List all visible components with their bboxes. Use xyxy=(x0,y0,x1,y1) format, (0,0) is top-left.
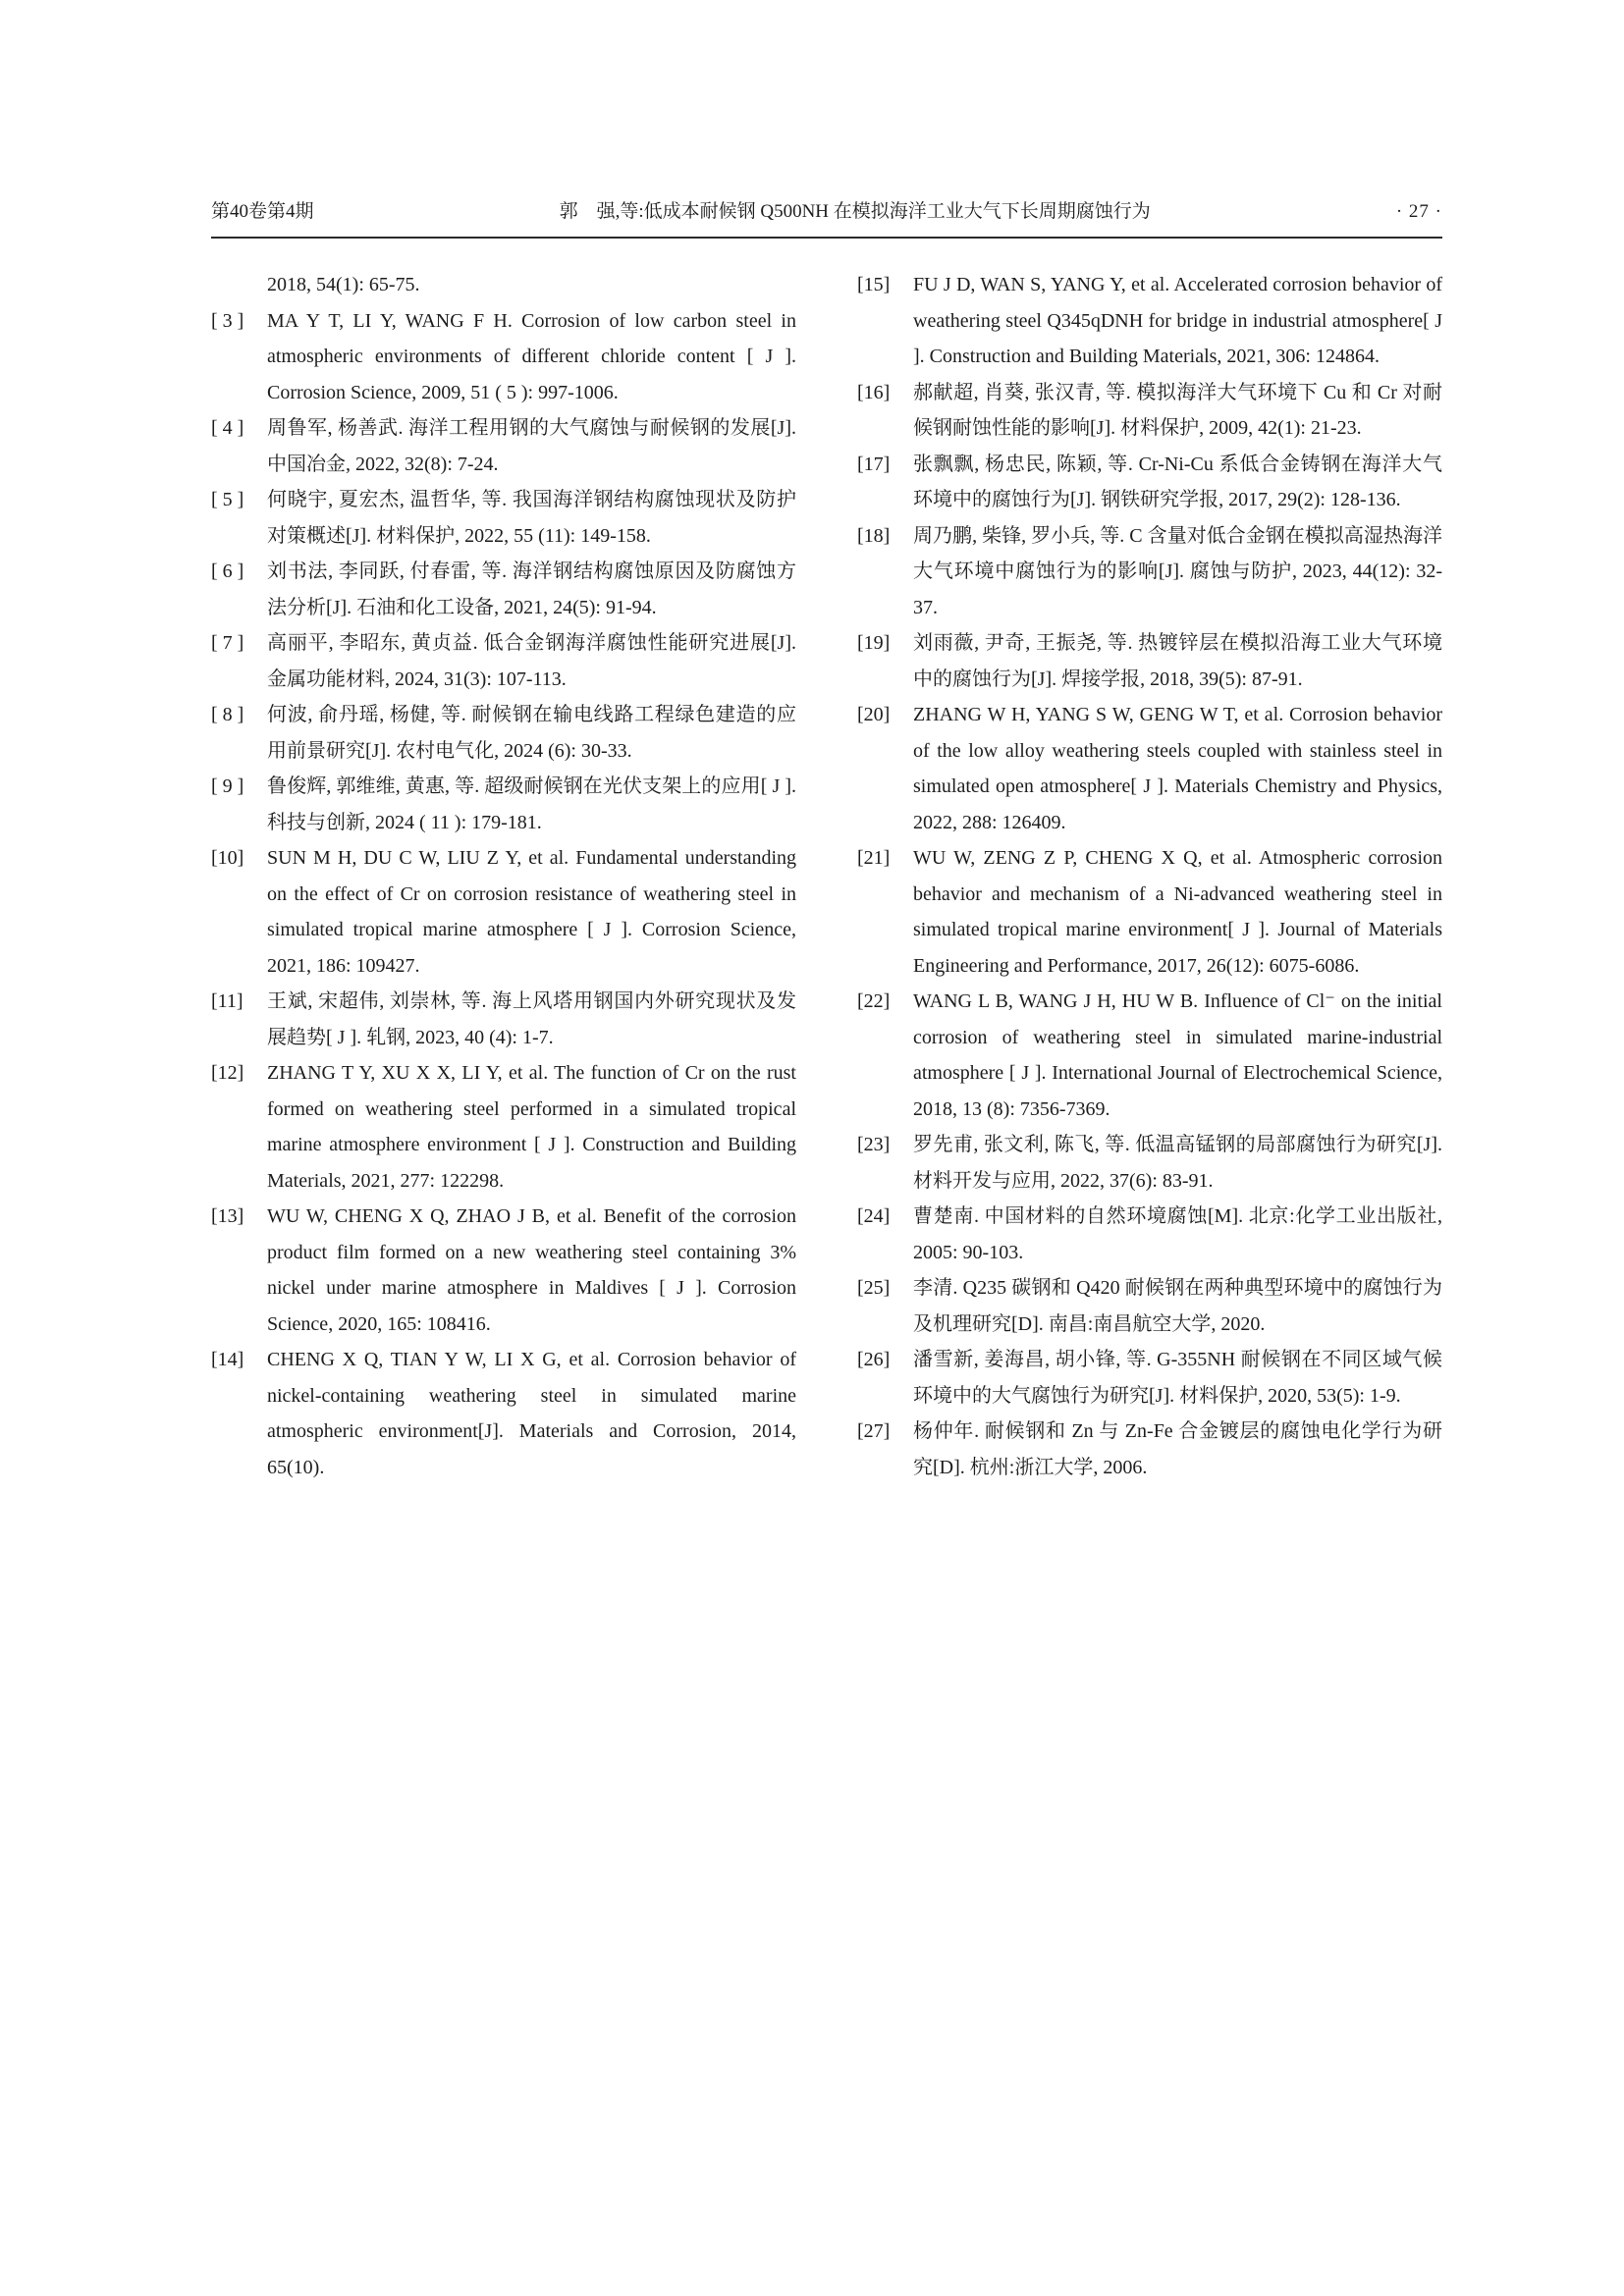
reference-item xyxy=(211,410,796,482)
reference-item xyxy=(211,984,796,1055)
reference-item xyxy=(857,1199,1442,1270)
reference-text: FU J D, WAN S, YANG Y, et al. Accelerated corrosion behavior of weathering steel Q345qDNH for bridge in industrial atmosphere[ J ]. Construction and Building Materials, 2021, 306: 124864. xyxy=(913,274,1442,367)
reference-item xyxy=(857,840,1442,984)
reference-text: WU W, ZENG Z P, CHENG X Q, et al. Atmospheric corrosion behavior and mechanism of a Ni-advanced weathering steel in simulated tropical marine environment[ J ]. Journal of Materials Engineering and Performance, 2017, 26(12): 6075-6086. xyxy=(913,847,1442,977)
reference-item xyxy=(211,267,796,303)
reference-label: [18] xyxy=(857,524,891,547)
reference-label: [14] xyxy=(211,1349,244,1370)
reference-text: 王斌, 宋超伟, 刘崇林, 等. 海上风塔用钢国内外研究现状及发展趋势[ J ]. 轧钢, 2023, 40 (4): 1-7. xyxy=(267,990,796,1048)
page-number: · 27 · xyxy=(1395,201,1442,222)
reference-label: [27] xyxy=(857,1420,891,1442)
reference-label: [ 9 ] xyxy=(211,775,244,797)
reference-item xyxy=(211,482,796,554)
reference-label: [11] xyxy=(211,990,244,1012)
reference-label: [ 6 ] xyxy=(211,561,244,582)
reference-text: 2018, 54(1): 65-75. xyxy=(267,274,420,295)
reference-text: 曹楚南. 中国材料的自然环境腐蚀[M]. 北京:化学工业出版社, 2005: 90-103. xyxy=(913,1205,1442,1263)
reference-label: [26] xyxy=(857,1349,891,1370)
reference-text: 周乃鹏, 柴锋, 罗小兵, 等. C 含量对低合金钢在模拟高湿热海洋大气环境中腐蚀行为的影响[J]. 腐蚀与防护, 2023, 44(12): 32-37. xyxy=(913,524,1442,618)
reference-text: WANG L B, WANG J H, HU W B. Influence of Cl⁻ on the initial corrosion of weathering steel in simulated marine-industrial atmosphere [ J ]. International Journal of Electrochemical Science, 2018, 13 (8): 7356-7369. xyxy=(913,990,1442,1120)
reference-text: CHENG X Q, TIAN Y W, LI X G, et al. Corrosion behavior of nickel-containing weathering steel in simulated marine atmospheric environment[J]. Materials and Corrosion, 2014, 65(10). xyxy=(267,1349,796,1478)
reference-label: [24] xyxy=(857,1205,891,1227)
reference-label: [22] xyxy=(857,990,891,1012)
reference-item xyxy=(211,554,796,625)
reference-item xyxy=(857,1414,1442,1485)
reference-label: [15] xyxy=(857,274,891,295)
references-column-right xyxy=(857,267,1442,1485)
references-column-left xyxy=(211,267,796,1485)
reference-text: SUN M H, DU C W, LIU Z Y, et al. Fundamental understanding on the effect of Cr on corrosion resistance of weathering steel in simulated tropical marine atmosphere [ J ]. Corrosion Science, 2021, 186: 109427. xyxy=(267,847,796,977)
reference-text: 罗先甫, 张文利, 陈飞, 等. 低温高锰钢的局部腐蚀行为研究[J]. 材料开发与应用, 2022, 37(6): 83-91. xyxy=(913,1134,1442,1192)
reference-item xyxy=(211,303,796,411)
reference-item xyxy=(857,697,1442,840)
reference-label: [12] xyxy=(211,1062,244,1084)
reference-label: [21] xyxy=(857,847,891,869)
reference-item xyxy=(211,769,796,840)
reference-item xyxy=(211,1199,796,1342)
reference-item xyxy=(857,625,1442,697)
reference-item xyxy=(211,1342,796,1485)
reference-label: [13] xyxy=(211,1205,244,1227)
reference-label: [10] xyxy=(211,847,244,869)
reference-label: [20] xyxy=(857,704,891,725)
reference-text: 李清. Q235 碳钢和 Q420 耐候钢在两种典型环境中的腐蚀行为及机理研究[D]. 南昌:南昌航空大学, 2020. xyxy=(913,1277,1442,1335)
reference-text: 杨仲年. 耐候钢和 Zn 与 Zn-Fe 合金镀层的腐蚀电化学行为研究[D]. 杭州:浙江大学, 2006. xyxy=(913,1420,1442,1478)
reference-label: [ 7 ] xyxy=(211,632,244,654)
references-section xyxy=(211,267,1442,1485)
reference-text: 周鲁军, 杨善武. 海洋工程用钢的大气腐蚀与耐候钢的发展[J]. 中国冶金, 2022, 32(8): 7-24. xyxy=(267,417,796,475)
reference-label: [23] xyxy=(857,1134,891,1155)
reference-text: MA Y T, LI Y, WANG F H. Corrosion of low carbon steel in atmospheric environments of different chloride content [ J ]. Corrosion Science, 2009, 51 ( 5 ): 997-1006. xyxy=(267,309,796,403)
reference-text: 刘书法, 李同跃, 付春雷, 等. 海洋钢结构腐蚀原因及防腐蚀方法分析[J]. 石油和化工设备, 2021, 24(5): 91-94. xyxy=(267,561,796,618)
reference-text: 郝献超, 肖葵, 张汉青, 等. 模拟海洋大气环境下 Cu 和 Cr 对耐候钢耐蚀性能的影响[J]. 材料保护, 2009, 42(1): 21-23. xyxy=(913,381,1442,439)
reference-text: WU W, CHENG X Q, ZHAO J B, et al. Benefit of the corrosion product film formed on a new weathering steel containing 3% nickel under marine atmosphere in Maldives [ J ]. Corrosion Science, 2020, 165: 108416. xyxy=(267,1205,796,1335)
reference-text: 鲁俊辉, 郭维维, 黄惠, 等. 超级耐候钢在光伏支架上的应用[ J ]. 科技与创新, 2024 ( 11 ): 179-181. xyxy=(267,775,796,833)
volume-issue: 第40卷第4期 xyxy=(211,201,314,222)
reference-item xyxy=(211,840,796,984)
reference-item xyxy=(857,1270,1442,1342)
reference-item xyxy=(857,447,1442,518)
reference-item xyxy=(857,1342,1442,1414)
reference-label: [16] xyxy=(857,381,891,403)
reference-label: [19] xyxy=(857,632,891,654)
reference-label: [ 5 ] xyxy=(211,489,244,510)
reference-label: [ 4 ] xyxy=(211,417,244,439)
reference-item xyxy=(211,1055,796,1199)
reference-item xyxy=(211,697,796,769)
reference-item xyxy=(857,518,1442,626)
running-title: 郭 强,等:低成本耐候钢 Q500NH 在模拟海洋工业大气下长周期腐蚀行为 xyxy=(559,201,1151,222)
reference-text: 何晓宇, 夏宏杰, 温哲华, 等. 我国海洋钢结构腐蚀现状及防护对策概述[J]. 材料保护, 2022, 55 (11): 149-158. xyxy=(267,489,796,547)
reference-item xyxy=(857,984,1442,1127)
reference-label: [25] xyxy=(857,1277,891,1299)
reference-label: [ 3 ] xyxy=(211,309,244,332)
reference-item xyxy=(857,267,1442,375)
reference-text: 刘雨薇, 尹奇, 王振尧, 等. 热镀锌层在模拟沿海工业大气环境中的腐蚀行为[J]. 焊接学报, 2018, 39(5): 87-91. xyxy=(913,632,1442,690)
reference-item xyxy=(211,625,796,697)
reference-text: 张飘飘, 杨忠民, 陈颖, 等. Cr-Ni-Cu 系低合金铸钢在海洋大气环境中的腐蚀行为[J]. 钢铁研究学报, 2017, 29(2): 128-136. xyxy=(913,453,1442,510)
reference-label: [ 8 ] xyxy=(211,704,244,725)
reference-text: 何波, 俞丹瑶, 杨健, 等. 耐候钢在输电线路工程绿色建造的应用前景研究[J]. 农村电气化, 2024 (6): 30-33. xyxy=(267,704,796,762)
header-rule xyxy=(211,237,1442,239)
reference-label: [17] xyxy=(857,453,891,475)
reference-text: 潘雪新, 姜海昌, 胡小锋, 等. G-355NH 耐候钢在不同区域气候环境中的大气腐蚀行为研究[J]. 材料保护, 2020, 53(5): 1-9. xyxy=(913,1349,1442,1407)
reference-text: ZHANG T Y, XU X X, LI Y, et al. The function of Cr on the rust formed on weathering steel performed in a simulated tropical marine atmosphere environment [ J ]. Construction and Building Materials, 2021, 277: 122298. xyxy=(267,1062,796,1192)
page-header xyxy=(211,196,1442,223)
reference-text: ZHANG W H, YANG S W, GENG W T, et al. Corrosion behavior of the low alloy weathering steels coupled with stainless steel in simulated open atmosphere[ J ]. Materials Chemistry and Physics, 2022, 288: 126409. xyxy=(913,704,1442,833)
reference-item xyxy=(857,1127,1442,1199)
reference-item xyxy=(857,375,1442,447)
reference-text: 高丽平, 李昭东, 黄贞益. 低合金钢海洋腐蚀性能研究进展[J]. 金属功能材料, 2024, 31(3): 107-113. xyxy=(267,632,796,690)
